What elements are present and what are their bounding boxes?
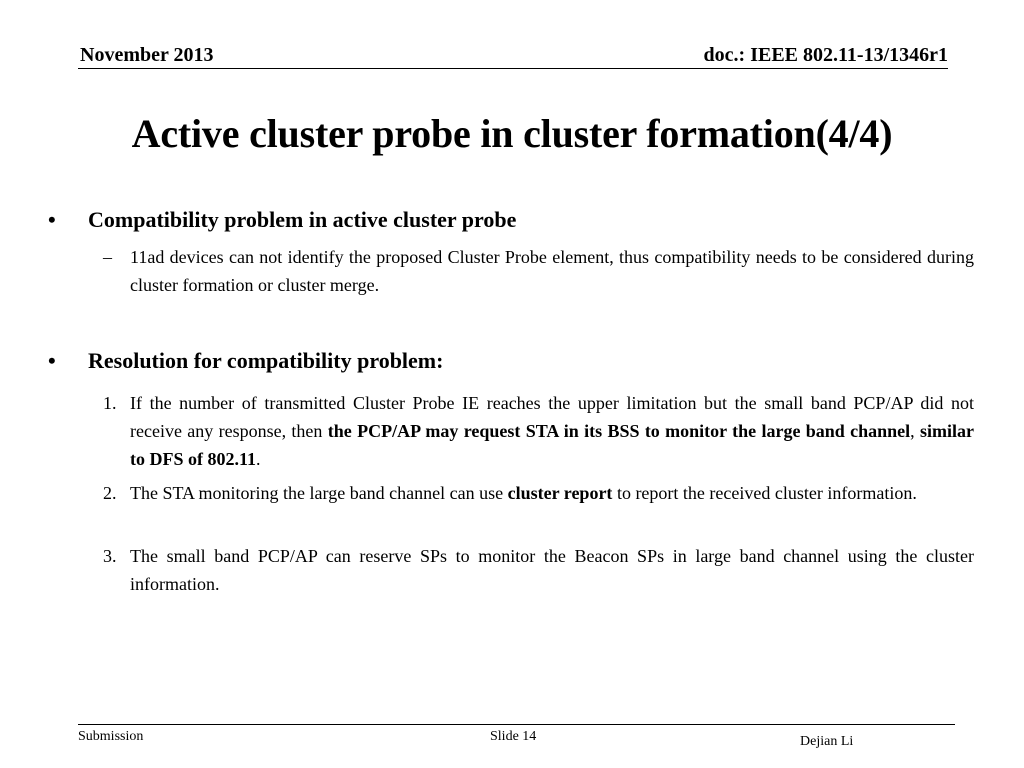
sub-item-11ad-compat	[103, 243, 974, 299]
text-emphasis: the PCP/AP may request STA in its BSS to monitor the large band channel	[327, 421, 911, 441]
numbered-item-1	[103, 389, 974, 473]
footer-author: Dejian Li	[800, 734, 854, 749]
header-date: November 2013	[80, 44, 214, 66]
numbered-marker: 1.	[103, 393, 117, 413]
footer-divider	[78, 724, 955, 725]
header-divider	[78, 68, 948, 69]
numbered-item-3	[103, 542, 974, 598]
text-segment: .	[256, 449, 261, 469]
numbered-item-text	[130, 389, 974, 473]
numbered-item-2	[103, 479, 974, 507]
text-segment: to report the received cluster information.	[612, 483, 917, 503]
numbered-item-text	[130, 479, 974, 507]
text-emphasis: similar to DFS of 802.11	[130, 421, 975, 469]
bullet-marker: •	[48, 207, 56, 232]
footer-slide-number: Slide 14	[490, 729, 537, 744]
footer-submission: Submission	[78, 729, 144, 744]
text-segment: If the number of transmitted Cluster Probe IE reaches the upper limitation but the small band PCP/AP did not receive any response, then	[130, 393, 974, 441]
numbered-marker: 2.	[103, 483, 117, 503]
sub-item-text: 11ad devices can not identify the proposed Cluster Probe element, thus compatibility needs to be considered during cluster formation or cluster merge.	[130, 247, 974, 295]
header-doc-id: doc.: IEEE 802.11-13/1346r1	[703, 44, 948, 66]
bullet-text: Resolution for compatibility problem:	[88, 348, 444, 373]
bullet-text: Compatibility problem in active cluster probe	[88, 207, 517, 232]
sub-item-marker: –	[103, 247, 112, 267]
slide-title: Active cluster probe in cluster formation(4/4)	[131, 111, 893, 156]
text-emphasis: cluster report	[507, 483, 613, 503]
numbered-item-text: The small band PCP/AP can reserve SPs to monitor the Beacon SPs in large band channel using the cluster information.	[130, 546, 974, 594]
bullet-marker: •	[48, 348, 56, 373]
numbered-marker: 3.	[103, 546, 117, 566]
text-segment: ,	[910, 421, 921, 441]
text-segment: The STA monitoring the large band channel can use	[130, 483, 508, 503]
